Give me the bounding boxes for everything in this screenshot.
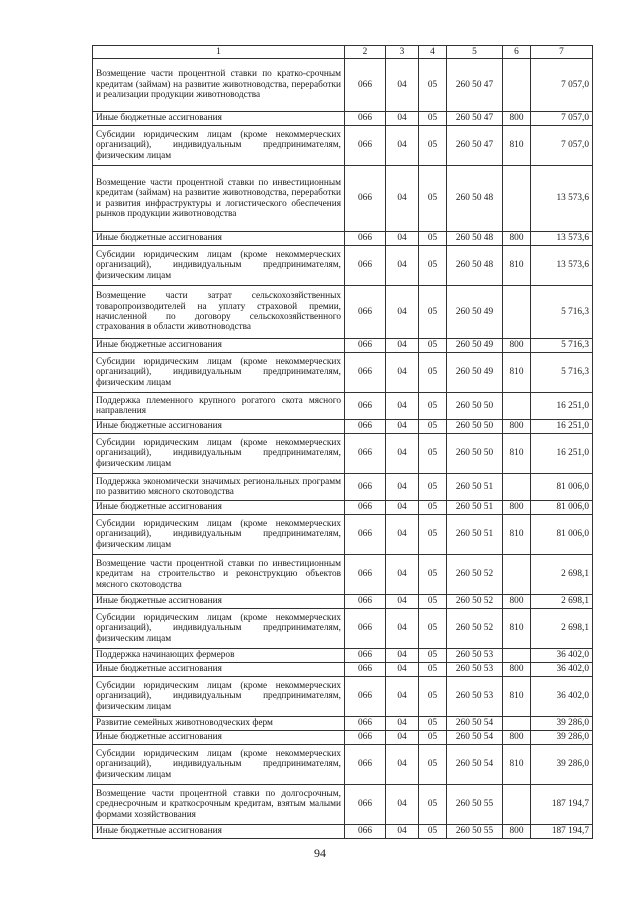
item-name-cell: Возмещение части процентной ставки по кратко-срочным кредитам (займам) на развитие животноводства, переработки и реализации продукции животноводства bbox=[93, 59, 345, 112]
target-article-cell: 260 50 47 bbox=[447, 112, 503, 126]
header-col-4: 4 bbox=[419, 46, 447, 59]
item-name-cell: Субсидии юридическим лицам (кроме некоммерческих организаций), индивидуальным предпринимателям, физическим лицам bbox=[93, 677, 345, 717]
budget-table-wrapper bbox=[92, 45, 592, 839]
subsection-cell: 05 bbox=[419, 59, 447, 112]
ministry-code-cell: 066 bbox=[345, 515, 386, 555]
amount-cell: 13 573,6 bbox=[531, 166, 593, 232]
amount-cell: 81 006,0 bbox=[531, 501, 593, 515]
table-row bbox=[93, 717, 593, 731]
ministry-code-cell: 066 bbox=[345, 785, 386, 825]
item-name-cell: Иные бюджетные ассигнования bbox=[93, 501, 345, 515]
ministry-code-cell: 066 bbox=[345, 166, 386, 232]
item-name-cell: Развитие семейных животноводческих ферм bbox=[93, 717, 345, 731]
ministry-code-cell: 066 bbox=[345, 434, 386, 474]
ministry-code-cell: 066 bbox=[345, 745, 386, 785]
target-article-cell: 260 50 49 bbox=[447, 286, 503, 339]
table-row bbox=[93, 785, 593, 825]
amount-cell: 2 698,1 bbox=[531, 595, 593, 609]
amount-cell: 5 716,3 bbox=[531, 339, 593, 353]
expense-type-cell: 810 bbox=[503, 434, 531, 474]
section-cell: 04 bbox=[386, 112, 419, 126]
header-col-3: 3 bbox=[386, 46, 419, 59]
amount-cell: 5 716,3 bbox=[531, 286, 593, 339]
item-name-cell: Возмещение части процентной ставки по долгосрочным, среднесрочным и краткосрочным кредитам, взятым малыми формами хозяйствования bbox=[93, 785, 345, 825]
amount-cell: 36 402,0 bbox=[531, 677, 593, 717]
amount-cell: 13 573,6 bbox=[531, 232, 593, 246]
section-cell: 04 bbox=[386, 515, 419, 555]
table-row bbox=[93, 515, 593, 555]
section-cell: 04 bbox=[386, 555, 419, 595]
section-cell: 04 bbox=[386, 232, 419, 246]
expense-type-cell bbox=[503, 649, 531, 663]
subsection-cell: 05 bbox=[419, 609, 447, 649]
subsection-cell: 05 bbox=[419, 649, 447, 663]
expense-type-cell: 810 bbox=[503, 515, 531, 555]
ministry-code-cell: 066 bbox=[345, 677, 386, 717]
expense-type-cell: 800 bbox=[503, 420, 531, 434]
amount-cell: 36 402,0 bbox=[531, 649, 593, 663]
table-row bbox=[93, 286, 593, 339]
expense-type-cell bbox=[503, 717, 531, 731]
target-article-cell: 260 50 50 bbox=[447, 393, 503, 420]
target-article-cell: 260 50 50 bbox=[447, 434, 503, 474]
section-cell: 04 bbox=[386, 785, 419, 825]
ministry-code-cell: 066 bbox=[345, 717, 386, 731]
item-name-cell: Поддержка экономически значимых региональных программ по развитию мясного скотоводства bbox=[93, 474, 345, 501]
target-article-cell: 260 50 50 bbox=[447, 420, 503, 434]
subsection-cell: 05 bbox=[419, 731, 447, 745]
subsection-cell: 05 bbox=[419, 420, 447, 434]
ministry-code-cell: 066 bbox=[345, 420, 386, 434]
subsection-cell: 05 bbox=[419, 501, 447, 515]
ministry-code-cell: 066 bbox=[345, 112, 386, 126]
amount-cell: 16 251,0 bbox=[531, 420, 593, 434]
table-row bbox=[93, 232, 593, 246]
section-cell: 04 bbox=[386, 393, 419, 420]
amount-cell: 39 286,0 bbox=[531, 731, 593, 745]
table-row bbox=[93, 339, 593, 353]
ministry-code-cell: 066 bbox=[345, 663, 386, 677]
item-name-cell: Субсидии юридическим лицам (кроме некоммерческих организаций), индивидуальным предпринимателям, физическим лицам bbox=[93, 434, 345, 474]
expense-type-cell: 810 bbox=[503, 246, 531, 286]
page-number: 94 bbox=[314, 846, 326, 860]
subsection-cell: 05 bbox=[419, 663, 447, 677]
item-name-cell: Субсидии юридическим лицам (кроме некоммерческих организаций), индивидуальным предпринимателям, физическим лицам bbox=[93, 515, 345, 555]
target-article-cell: 260 50 47 bbox=[447, 126, 503, 166]
table-row bbox=[93, 474, 593, 501]
expense-type-cell: 810 bbox=[503, 609, 531, 649]
target-article-cell: 260 50 53 bbox=[447, 663, 503, 677]
section-cell: 04 bbox=[386, 663, 419, 677]
amount-cell: 16 251,0 bbox=[531, 393, 593, 420]
item-name-cell: Возмещение части процентной ставки по инвестиционным кредитам (займам) на развитие животноводства, переработки и развития инфраструктуры и логистического обеспечения рынков продукции животноводства bbox=[93, 166, 345, 232]
subsection-cell: 05 bbox=[419, 785, 447, 825]
target-article-cell: 260 50 52 bbox=[447, 555, 503, 595]
subsection-cell: 05 bbox=[419, 353, 447, 393]
subsection-cell: 05 bbox=[419, 232, 447, 246]
header-col-5: 5 bbox=[447, 46, 503, 59]
section-cell: 04 bbox=[386, 609, 419, 649]
subsection-cell: 05 bbox=[419, 246, 447, 286]
amount-cell: 2 698,1 bbox=[531, 609, 593, 649]
target-article-cell: 260 50 51 bbox=[447, 501, 503, 515]
section-cell: 04 bbox=[386, 731, 419, 745]
table-row bbox=[93, 731, 593, 745]
table-body bbox=[93, 59, 593, 839]
header-col-6: 6 bbox=[503, 46, 531, 59]
table-row bbox=[93, 59, 593, 112]
section-cell: 04 bbox=[386, 649, 419, 663]
table-row bbox=[93, 112, 593, 126]
expense-type-cell bbox=[503, 393, 531, 420]
target-article-cell: 260 50 48 bbox=[447, 166, 503, 232]
subsection-cell: 05 bbox=[419, 339, 447, 353]
expense-type-cell: 800 bbox=[503, 501, 531, 515]
item-name-cell: Субсидии юридическим лицам (кроме некоммерческих организаций), индивидуальным предпринимателям, физическим лицам bbox=[93, 246, 345, 286]
amount-cell: 81 006,0 bbox=[531, 474, 593, 501]
ministry-code-cell: 066 bbox=[345, 126, 386, 166]
subsection-cell: 05 bbox=[419, 515, 447, 555]
header-col-7: 7 bbox=[531, 46, 593, 59]
table-row bbox=[93, 677, 593, 717]
target-article-cell: 260 50 55 bbox=[447, 825, 503, 839]
ministry-code-cell: 066 bbox=[345, 595, 386, 609]
ministry-code-cell: 066 bbox=[345, 501, 386, 515]
expense-type-cell: 810 bbox=[503, 353, 531, 393]
item-name-cell: Субсидии юридическим лицам (кроме некоммерческих организаций), индивидуальным предпринимателям, физическим лицам bbox=[93, 126, 345, 166]
expense-type-cell bbox=[503, 474, 531, 501]
amount-cell: 7 057,0 bbox=[531, 126, 593, 166]
expense-type-cell: 800 bbox=[503, 731, 531, 745]
table-row bbox=[93, 420, 593, 434]
subsection-cell: 05 bbox=[419, 126, 447, 166]
target-article-cell: 260 50 54 bbox=[447, 717, 503, 731]
expense-type-cell bbox=[503, 286, 531, 339]
amount-cell: 16 251,0 bbox=[531, 434, 593, 474]
amount-cell: 7 057,0 bbox=[531, 59, 593, 112]
expense-type-cell: 800 bbox=[503, 663, 531, 677]
item-name-cell: Субсидии юридическим лицам (кроме некоммерческих организаций), индивидуальным предпринимателям, физическим лицам bbox=[93, 609, 345, 649]
target-article-cell: 260 50 49 bbox=[447, 339, 503, 353]
ministry-code-cell: 066 bbox=[345, 286, 386, 339]
ministry-code-cell: 066 bbox=[345, 339, 386, 353]
amount-cell: 39 286,0 bbox=[531, 745, 593, 785]
table-row bbox=[93, 126, 593, 166]
table-row bbox=[93, 663, 593, 677]
table-row bbox=[93, 825, 593, 839]
ministry-code-cell: 066 bbox=[345, 609, 386, 649]
target-article-cell: 260 50 49 bbox=[447, 353, 503, 393]
section-cell: 04 bbox=[386, 717, 419, 731]
header-col-1: 1 bbox=[93, 46, 345, 59]
target-article-cell: 260 50 53 bbox=[447, 677, 503, 717]
target-article-cell: 260 50 55 bbox=[447, 785, 503, 825]
table-row bbox=[93, 501, 593, 515]
section-cell: 04 bbox=[386, 434, 419, 474]
table-row bbox=[93, 649, 593, 663]
ministry-code-cell: 066 bbox=[345, 59, 386, 112]
table-row bbox=[93, 745, 593, 785]
subsection-cell: 05 bbox=[419, 474, 447, 501]
item-name-cell: Иные бюджетные ассигнования bbox=[93, 232, 345, 246]
section-cell: 04 bbox=[386, 126, 419, 166]
subsection-cell: 05 bbox=[419, 595, 447, 609]
header-col-2: 2 bbox=[345, 46, 386, 59]
expense-type-cell: 810 bbox=[503, 677, 531, 717]
item-name-cell: Иные бюджетные ассигнования bbox=[93, 595, 345, 609]
table-row bbox=[93, 609, 593, 649]
section-cell: 04 bbox=[386, 59, 419, 112]
expense-type-cell bbox=[503, 555, 531, 595]
ministry-code-cell: 066 bbox=[345, 232, 386, 246]
target-article-cell: 260 50 53 bbox=[447, 649, 503, 663]
expense-type-cell: 800 bbox=[503, 595, 531, 609]
amount-cell: 187 194,7 bbox=[531, 785, 593, 825]
amount-cell: 13 573,6 bbox=[531, 246, 593, 286]
ministry-code-cell: 066 bbox=[345, 825, 386, 839]
target-article-cell: 260 50 48 bbox=[447, 246, 503, 286]
item-name-cell: Возмещение части процентной ставки по инвестиционным кредитам на строительство и реконструкцию объектов мясного скотоводства bbox=[93, 555, 345, 595]
subsection-cell: 05 bbox=[419, 166, 447, 232]
item-name-cell: Поддержка племенного крупного рогатого скота мясного направления bbox=[93, 393, 345, 420]
ministry-code-cell: 066 bbox=[345, 555, 386, 595]
target-article-cell: 260 50 47 bbox=[447, 59, 503, 112]
expense-type-cell bbox=[503, 785, 531, 825]
subsection-cell: 05 bbox=[419, 393, 447, 420]
amount-cell: 81 006,0 bbox=[531, 515, 593, 555]
section-cell: 04 bbox=[386, 677, 419, 717]
item-name-cell: Поддержка начинающих фермеров bbox=[93, 649, 345, 663]
target-article-cell: 260 50 52 bbox=[447, 595, 503, 609]
expense-type-cell bbox=[503, 166, 531, 232]
subsection-cell: 05 bbox=[419, 434, 447, 474]
item-name-cell: Иные бюджетные ассигнования bbox=[93, 663, 345, 677]
subsection-cell: 05 bbox=[419, 825, 447, 839]
section-cell: 04 bbox=[386, 501, 419, 515]
subsection-cell: 05 bbox=[419, 717, 447, 731]
item-name-cell: Иные бюджетные ассигнования bbox=[93, 731, 345, 745]
ministry-code-cell: 066 bbox=[345, 393, 386, 420]
expense-type-cell: 800 bbox=[503, 825, 531, 839]
item-name-cell: Возмещение части затрат сельскохозяйственных товаропроизводителей на уплату страховой премии, начисленной по договору сельскохозяйственного страхования в области животноводства bbox=[93, 286, 345, 339]
subsection-cell: 05 bbox=[419, 112, 447, 126]
table-row bbox=[93, 595, 593, 609]
expense-type-cell: 800 bbox=[503, 232, 531, 246]
ministry-code-cell: 066 bbox=[345, 474, 386, 501]
target-article-cell: 260 50 51 bbox=[447, 515, 503, 555]
table-row bbox=[93, 353, 593, 393]
item-name-cell: Иные бюджетные ассигнования bbox=[93, 339, 345, 353]
section-cell: 04 bbox=[386, 420, 419, 434]
subsection-cell: 05 bbox=[419, 745, 447, 785]
subsection-cell: 05 bbox=[419, 555, 447, 595]
target-article-cell: 260 50 51 bbox=[447, 474, 503, 501]
expense-type-cell: 800 bbox=[503, 339, 531, 353]
amount-cell: 187 194,7 bbox=[531, 825, 593, 839]
section-cell: 04 bbox=[386, 745, 419, 785]
section-cell: 04 bbox=[386, 353, 419, 393]
section-cell: 04 bbox=[386, 474, 419, 501]
ministry-code-cell: 066 bbox=[345, 731, 386, 745]
table-header-row bbox=[93, 46, 593, 59]
table-row bbox=[93, 555, 593, 595]
subsection-cell: 05 bbox=[419, 677, 447, 717]
amount-cell: 36 402,0 bbox=[531, 663, 593, 677]
section-cell: 04 bbox=[386, 595, 419, 609]
expense-type-cell: 800 bbox=[503, 112, 531, 126]
amount-cell: 5 716,3 bbox=[531, 353, 593, 393]
section-cell: 04 bbox=[386, 339, 419, 353]
section-cell: 04 bbox=[386, 825, 419, 839]
item-name-cell: Иные бюджетные ассигнования bbox=[93, 420, 345, 434]
ministry-code-cell: 066 bbox=[345, 649, 386, 663]
amount-cell: 7 057,0 bbox=[531, 112, 593, 126]
section-cell: 04 bbox=[386, 286, 419, 339]
table-row bbox=[93, 166, 593, 232]
target-article-cell: 260 50 54 bbox=[447, 731, 503, 745]
table-row bbox=[93, 434, 593, 474]
section-cell: 04 bbox=[386, 246, 419, 286]
section-cell: 04 bbox=[386, 166, 419, 232]
amount-cell: 39 286,0 bbox=[531, 717, 593, 731]
budget-table bbox=[92, 45, 593, 839]
expense-type-cell: 810 bbox=[503, 126, 531, 166]
item-name-cell: Иные бюджетные ассигнования bbox=[93, 825, 345, 839]
expense-type-cell bbox=[503, 59, 531, 112]
table-row bbox=[93, 393, 593, 420]
item-name-cell: Субсидии юридическим лицам (кроме некоммерческих организаций), индивидуальным предпринимателям, физическим лицам bbox=[93, 353, 345, 393]
expense-type-cell: 810 bbox=[503, 745, 531, 785]
amount-cell: 2 698,1 bbox=[531, 555, 593, 595]
target-article-cell: 260 50 52 bbox=[447, 609, 503, 649]
item-name-cell: Субсидии юридическим лицам (кроме некоммерческих организаций), индивидуальным предпринимателям, физическим лицам bbox=[93, 745, 345, 785]
ministry-code-cell: 066 bbox=[345, 353, 386, 393]
subsection-cell: 05 bbox=[419, 286, 447, 339]
table-row bbox=[93, 246, 593, 286]
target-article-cell: 260 50 54 bbox=[447, 745, 503, 785]
target-article-cell: 260 50 48 bbox=[447, 232, 503, 246]
item-name-cell: Иные бюджетные ассигнования bbox=[93, 112, 345, 126]
ministry-code-cell: 066 bbox=[345, 246, 386, 286]
